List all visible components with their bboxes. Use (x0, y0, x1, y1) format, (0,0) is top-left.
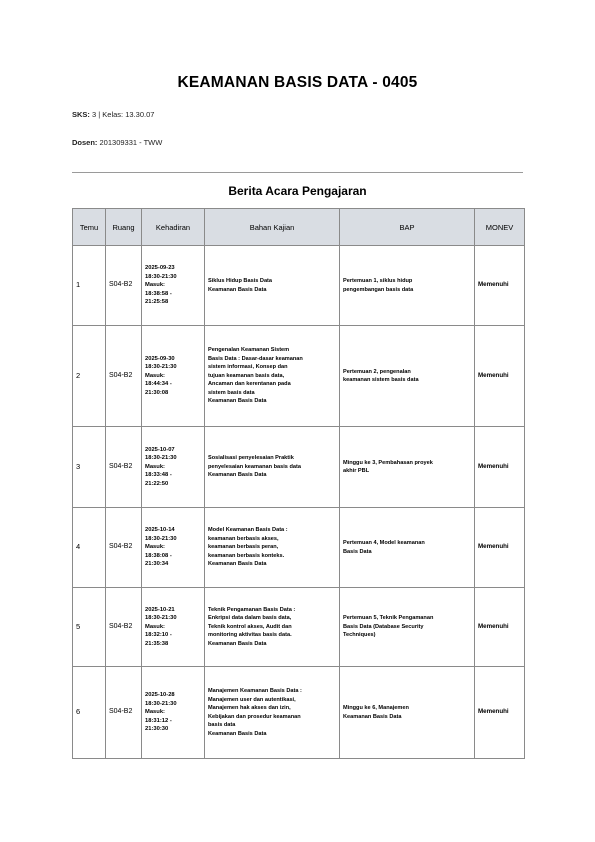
cell-ruang: S04-B2 (106, 427, 142, 508)
cell-bap: Pertemuan 2, pengenalan keamanan sistem basis data (340, 326, 475, 427)
cell-bap: Pertemuan 4, Model keamanan Basis Data (340, 508, 475, 588)
header-kehadiran: Kehadiran (142, 209, 205, 246)
cell-kehadiran: 2025-10-21 18:30-21:30 Masuk: 18:32:10 - 21:35:38 (142, 588, 205, 667)
sks-class-info (72, 110, 154, 119)
section-title: Berita Acara Pengajaran (228, 184, 367, 198)
cell-bap: Pertemuan 1, siklus hidup pengembangan basis data (340, 246, 475, 326)
cell-kehadiran: 2025-09-30 18:30-21:30 Masuk: 18:44:34 - 21:30:08 (142, 326, 205, 427)
cell-ruang: S04-B2 (106, 326, 142, 427)
header-monev: MONEV (475, 209, 525, 246)
cell-bahan-kajian: Model Keamanan Basis Data : keamanan berbasis akses, keamanan berbasis peran, keamanan berbasis konteks. Keamanan Basis Data (205, 508, 340, 588)
header-bahan-kajian: Bahan Kajian (205, 209, 340, 246)
lecturer-info (72, 138, 162, 147)
divider (72, 172, 523, 173)
cell-kehadiran: 2025-10-28 18:30-21:30 Masuk: 18:31:12 - 21:30:30 (142, 667, 205, 759)
cell-ruang: S04-B2 (106, 667, 142, 759)
course-title: KEAMANAN BASIS DATA - 0405 (177, 74, 418, 91)
table-row (73, 588, 525, 667)
cell-temu: 1 (73, 246, 106, 326)
cell-monev: Memenuhi (475, 246, 525, 326)
dosen-label: Dosen: (72, 138, 98, 147)
cell-monev: Memenuhi (475, 427, 525, 508)
dosen-value: 201309331 - TWW (97, 138, 163, 147)
cell-temu: 5 (73, 588, 106, 667)
header-bap: BAP (340, 209, 475, 246)
cell-bahan-kajian: Pengenalan Keamanan Sistem Basis Data : Dasar-dasar keamanan sistem informasi, Konsep dan tujuan keamanan basis data, Ancaman dan kerentanan pada sistem basis data Keamanan Basis Data (205, 326, 340, 427)
cell-bap: Minggu ke 3, Pembahasan proyek akhir PBL (340, 427, 475, 508)
teaching-record-table (72, 208, 525, 759)
cell-bahan-kajian: Teknik Pengamanan Basis Data : Enkripsi data dalam basis data, Teknik kontrol akses, Audit dan monitoring aktivitas basis data. Keamanan Basis Data (205, 588, 340, 667)
table-row (73, 246, 525, 326)
table-row (73, 667, 525, 759)
cell-monev: Memenuhi (475, 326, 525, 427)
cell-ruang: S04-B2 (106, 246, 142, 326)
sks-class-value: 3 | Kelas: 13.30.07 (89, 110, 155, 119)
cell-kehadiran: 2025-10-14 18:30-21:30 Masuk: 18:38:08 - 21:30:34 (142, 508, 205, 588)
cell-ruang: S04-B2 (106, 588, 142, 667)
cell-bap: Minggu ke 6, Manajemen Keamanan Basis Data (340, 667, 475, 759)
header-temu: Temu (73, 209, 106, 246)
sks-label: SKS: (72, 110, 90, 119)
header-ruang: Ruang (106, 209, 142, 246)
table-row (73, 326, 525, 427)
cell-bahan-kajian: Sosialisasi penyelesaian Praktik penyelesaian keamanan basis data Keamanan Basis Data (205, 427, 340, 508)
cell-monev: Memenuhi (475, 667, 525, 759)
table-row (73, 508, 525, 588)
cell-temu: 2 (73, 326, 106, 427)
cell-monev: Memenuhi (475, 508, 525, 588)
table-header-row (73, 209, 525, 246)
cell-temu: 6 (73, 667, 106, 759)
cell-bahan-kajian: Manajemen Keamanan Basis Data : Manajemen user dan autentikasi, Manajemen hak akses dan izin, Kebijakan dan prosedur keamanan basis data Keamanan Basis Data (205, 667, 340, 759)
cell-monev: Memenuhi (475, 588, 525, 667)
table-row (73, 427, 525, 508)
cell-kehadiran: 2025-10-07 18:30-21:30 Masuk: 18:33:48 - 21:22:50 (142, 427, 205, 508)
cell-temu: 4 (73, 508, 106, 588)
cell-kehadiran: 2025-09-23 18:30-21:30 Masuk: 18:38:58 - 21:25:58 (142, 246, 205, 326)
cell-bahan-kajian: Siklus Hidup Basis Data Keamanan Basis Data (205, 246, 340, 326)
cell-bap: Pertemuan 5, Teknik Pengamanan Basis Data (Database Security Techniques) (340, 588, 475, 667)
cell-ruang: S04-B2 (106, 508, 142, 588)
cell-temu: 3 (73, 427, 106, 508)
